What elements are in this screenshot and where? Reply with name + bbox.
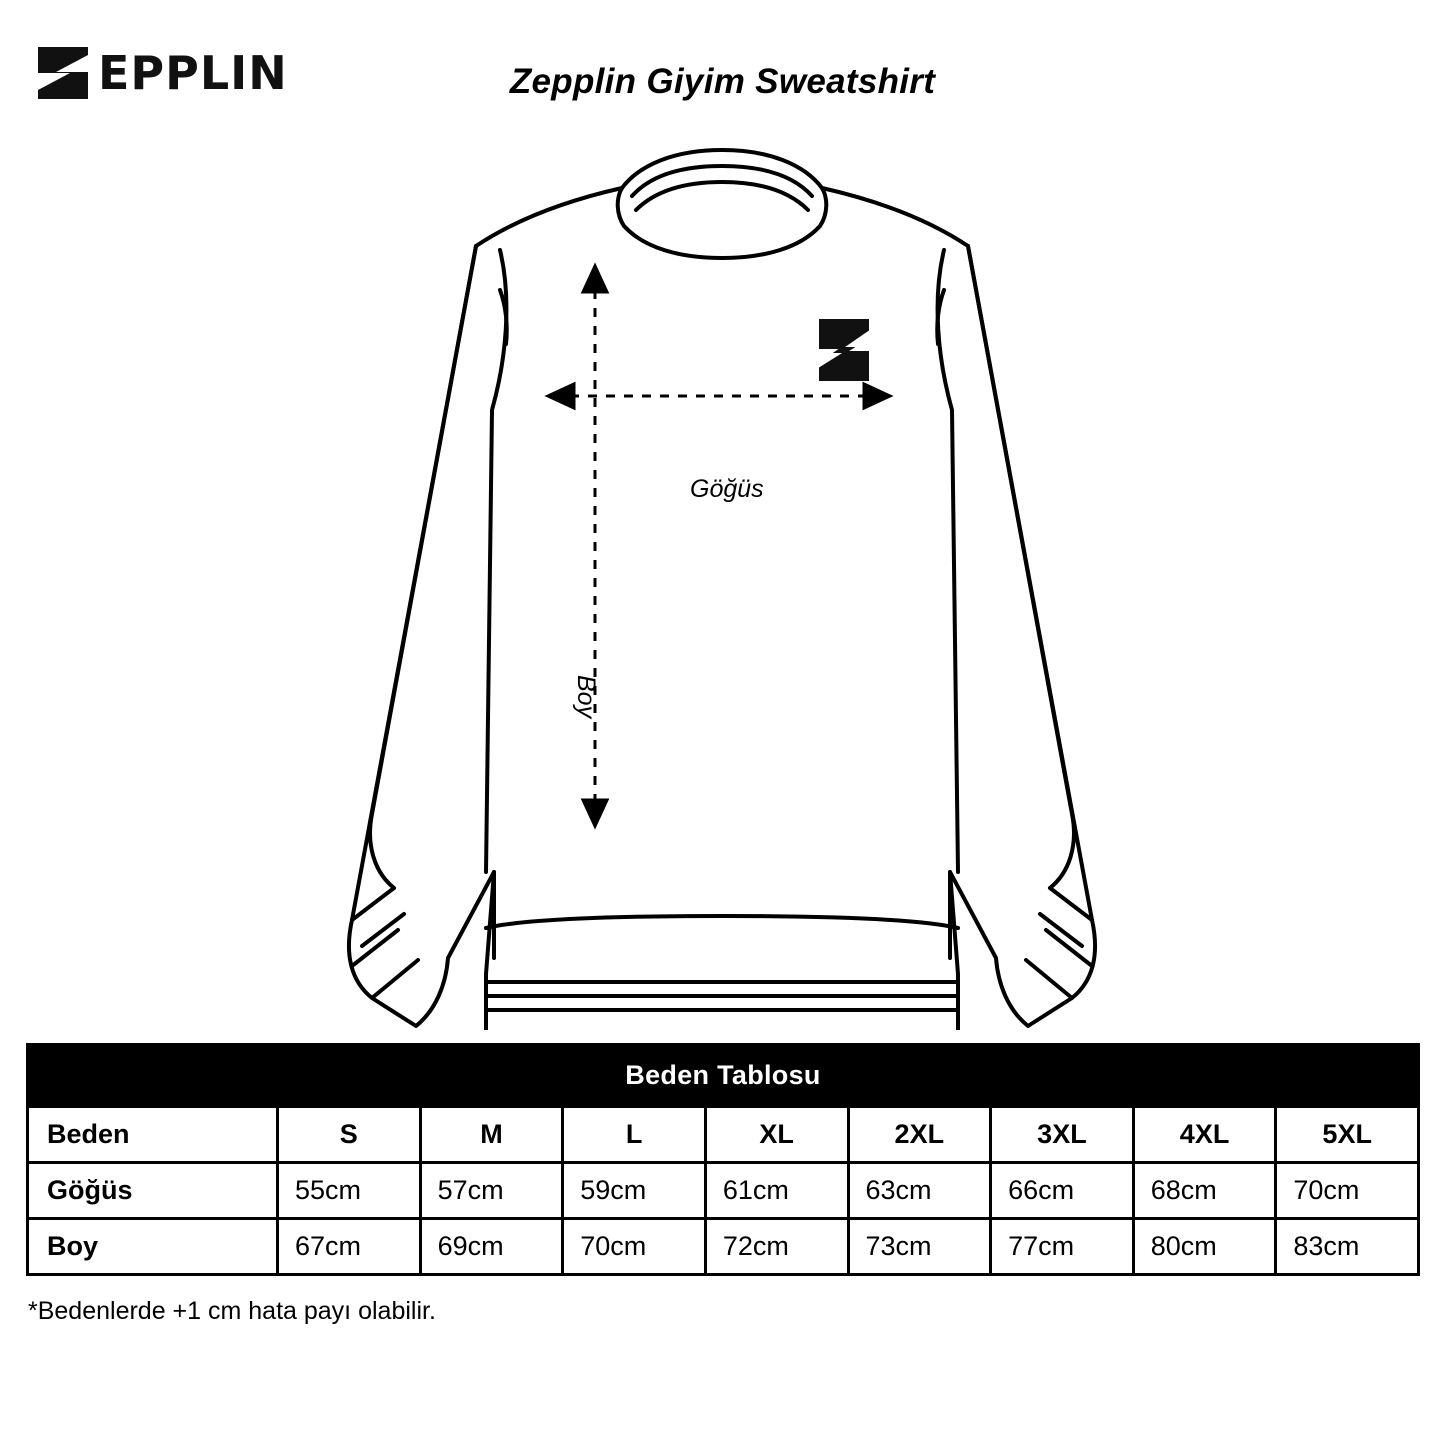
row-label-boy: Boy <box>28 1219 278 1275</box>
chest-measure-arrow <box>548 384 890 408</box>
cell-gogus-5xl: 70cm <box>1276 1163 1419 1219</box>
header-cell-5xl: 5XL <box>1276 1107 1419 1163</box>
chest-z-logo-icon <box>820 320 868 380</box>
length-measure-arrow <box>583 266 607 826</box>
cell-boy-m: 69cm <box>420 1219 563 1275</box>
table-title: Beden Tablosu <box>28 1045 1419 1107</box>
page-title <box>0 62 1445 102</box>
cell-boy-2xl: 73cm <box>848 1219 991 1275</box>
tolerance-note: *Bedenlerde +1 cm hata payı olabilir. <box>28 1297 436 1325</box>
garment-illustration <box>0 130 1445 1030</box>
header-cell-beden: Beden <box>28 1107 278 1163</box>
table-row <box>28 1219 1419 1275</box>
table-row <box>28 1163 1419 1219</box>
size-table <box>26 1043 1420 1276</box>
header-cell-xl: XL <box>705 1107 848 1163</box>
cell-boy-xl: 72cm <box>705 1219 848 1275</box>
chest-measure-label: Göğüs <box>690 475 764 503</box>
cell-boy-4xl: 80cm <box>1133 1219 1276 1275</box>
header-cell-3xl: 3XL <box>991 1107 1134 1163</box>
page-title-normal: Zepplin Giyim <box>509 62 756 101</box>
brand-logo-text: EPPLIN <box>98 46 288 100</box>
cell-boy-3xl: 77cm <box>991 1219 1134 1275</box>
size-table-wrapper <box>26 1043 1420 1276</box>
length-measure-label: Boy <box>572 675 600 719</box>
cell-boy-5xl: 83cm <box>1276 1219 1419 1275</box>
cell-gogus-2xl: 63cm <box>848 1163 991 1219</box>
row-label-gogus: Göğüs <box>28 1163 278 1219</box>
cell-gogus-m: 57cm <box>420 1163 563 1219</box>
table-header-row <box>28 1107 1419 1163</box>
header-cell-s: S <box>278 1107 421 1163</box>
cell-gogus-xl: 61cm <box>705 1163 848 1219</box>
header-cell-m: M <box>420 1107 563 1163</box>
header-cell-4xl: 4XL <box>1133 1107 1276 1163</box>
cell-gogus-s: 55cm <box>278 1163 421 1219</box>
cell-boy-s: 67cm <box>278 1219 421 1275</box>
sweatshirt-outline-illustration <box>0 130 1445 1030</box>
cell-boy-l: 70cm <box>563 1219 706 1275</box>
cell-gogus-l: 59cm <box>563 1163 706 1219</box>
page-title-strong: Sweatshirt <box>755 62 936 101</box>
cell-gogus-4xl: 68cm <box>1133 1163 1276 1219</box>
header-cell-l: L <box>563 1107 706 1163</box>
header-cell-2xl: 2XL <box>848 1107 991 1163</box>
cell-gogus-3xl: 66cm <box>991 1163 1134 1219</box>
page-header <box>0 0 1445 140</box>
table-title-row <box>28 1045 1419 1107</box>
